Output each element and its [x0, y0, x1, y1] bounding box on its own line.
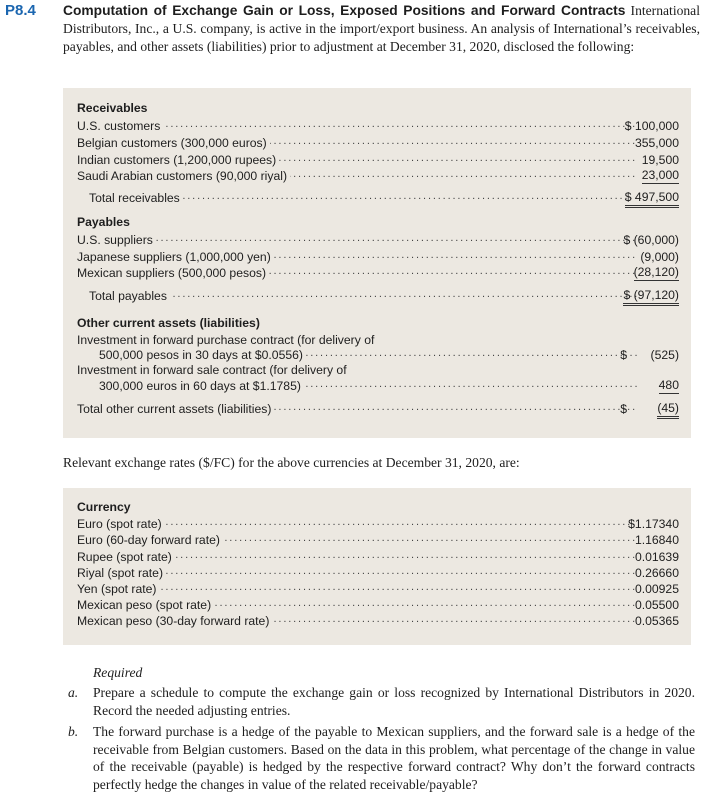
total-payables-value: $ (97,120) — [623, 288, 679, 306]
total-other-value: (45) — [657, 401, 679, 419]
row-value: $ (60,000) — [623, 233, 679, 247]
row-value: 1.16840 — [634, 533, 679, 547]
row-value: 480 — [658, 378, 679, 392]
row-label: Indian customers (1,200,000 rupees) — [77, 153, 279, 167]
row-value: (9,000) — [640, 250, 679, 264]
total-receivables-label: Total receivables — [89, 191, 183, 205]
required-item-a — [68, 684, 695, 719]
item-text: The forward purchase is a hedge of the payable to Mexican suppliers, and the forward sale is a hedge of the receivable from Belgian customers. Based on the data in this problem, what percentage of the change in value of the receivable (payable) is hedged by the respective forward contract? Why don’t the forward contracts perfectly hedge the changes in value of the related receivable/payable? — [93, 724, 695, 792]
row-label: Investment in forward purchase contract (for delivery of — [77, 333, 377, 347]
table-row — [77, 362, 679, 378]
total-row — [77, 288, 679, 304]
table-row — [77, 597, 679, 613]
row-value: 23,000 — [641, 168, 679, 182]
row-dollar-sign: $ — [620, 348, 627, 362]
table-row — [77, 378, 679, 394]
row-label: Mexican peso (30-day forward rate) — [77, 614, 272, 628]
total-row — [77, 401, 679, 417]
problem-title: Computation of Exchange Gain or Loss, Exposed Positions and Forward Contracts — [63, 3, 626, 18]
row-label: Investment in forward sale contract (for delivery of — [77, 363, 350, 377]
required-item-b — [68, 723, 695, 793]
table-row — [77, 565, 679, 581]
item-text: Prepare a schedule to compute the exchange gain or loss recognized by International Distributors in 2020. Record the needed adjusting entries. — [93, 685, 695, 718]
row-value: (28,120) — [633, 265, 679, 279]
row-value: 0.05365 — [634, 614, 679, 628]
row-value: (525) — [650, 348, 679, 362]
payables-heading: Payables — [77, 215, 130, 229]
row-label: Yen (spot rate) — [77, 582, 160, 596]
row-label: U.S. customers — [77, 119, 163, 133]
row-value: $1.17340 — [628, 517, 679, 531]
problem-number: P8.4 — [5, 2, 36, 19]
table-row — [77, 516, 679, 532]
table-row — [77, 332, 679, 348]
currency-heading: Currency — [77, 500, 131, 514]
balances-panel — [63, 88, 691, 438]
rates-panel — [63, 488, 691, 645]
row-label: Riyal (spot rate) — [77, 566, 166, 580]
row-label: Japanese suppliers (1,000,000 yen) — [77, 250, 274, 264]
total-payables-label: Total payables — [89, 289, 170, 303]
row-label: Saudi Arabian customers (90,000 riyal) — [77, 169, 290, 183]
row-label: 500,000 pesos in 30 days at $0.0556) — [99, 348, 306, 362]
row-label: Mexican peso (spot rate) — [77, 598, 214, 612]
total-receivables-value: $ 497,500 — [625, 190, 679, 208]
table-row — [77, 168, 679, 184]
table-row — [77, 581, 679, 597]
table-row — [77, 549, 679, 565]
row-label: Euro (60-day forward rate) — [77, 533, 223, 547]
row-value: 0.00925 — [634, 582, 679, 596]
table-row — [77, 135, 679, 151]
row-value: 19,500 — [641, 153, 679, 167]
required-heading: Required — [93, 665, 143, 680]
row-label: U.S. suppliers — [77, 233, 156, 247]
table-row — [77, 532, 679, 548]
table-row — [77, 232, 679, 248]
table-row — [77, 249, 679, 265]
table-row — [77, 347, 679, 363]
row-value: 0.05500 — [634, 598, 679, 612]
table-row — [77, 118, 679, 134]
other-assets-heading: Other current assets (liabilities) — [77, 316, 260, 330]
row-label: Rupee (spot rate) — [77, 550, 175, 564]
row-label: Euro (spot rate) — [77, 517, 165, 531]
row-label: 300,000 euros in 60 days at $1.1785) — [99, 379, 304, 393]
rates-intro: Relevant exchange rates ($/FC) for the above currencies at December 31, 2020, are: — [63, 455, 520, 470]
row-value: 355,000 — [634, 136, 679, 150]
row-label: Mexican suppliers (500,000 pesos) — [77, 266, 269, 280]
receivables-heading: Receivables — [77, 101, 148, 115]
total-row — [77, 190, 679, 206]
item-letter: a. — [68, 685, 79, 700]
row-value: $ 100,000 — [624, 119, 679, 133]
table-row — [77, 613, 679, 629]
total-dollar-sign: $ — [620, 402, 627, 416]
table-row — [77, 152, 679, 168]
problem-intro-text: International Distributors, Inc., a U.S. company, is active in the import/export business. An analysis of International’s receivables, payables, and other assets (liabilities) prior to adjustment at December 31, 2020, disclosed the following: — [63, 3, 700, 54]
total-other-label: Total other current assets (liabilities) — [77, 402, 274, 416]
row-value: 0.26660 — [634, 566, 679, 580]
problem-intro — [63, 2, 700, 55]
row-value: 0.01639 — [634, 550, 679, 564]
item-letter: b. — [68, 724, 79, 739]
table-row — [77, 265, 679, 281]
row-label: Belgian customers (300,000 euros) — [77, 136, 270, 150]
